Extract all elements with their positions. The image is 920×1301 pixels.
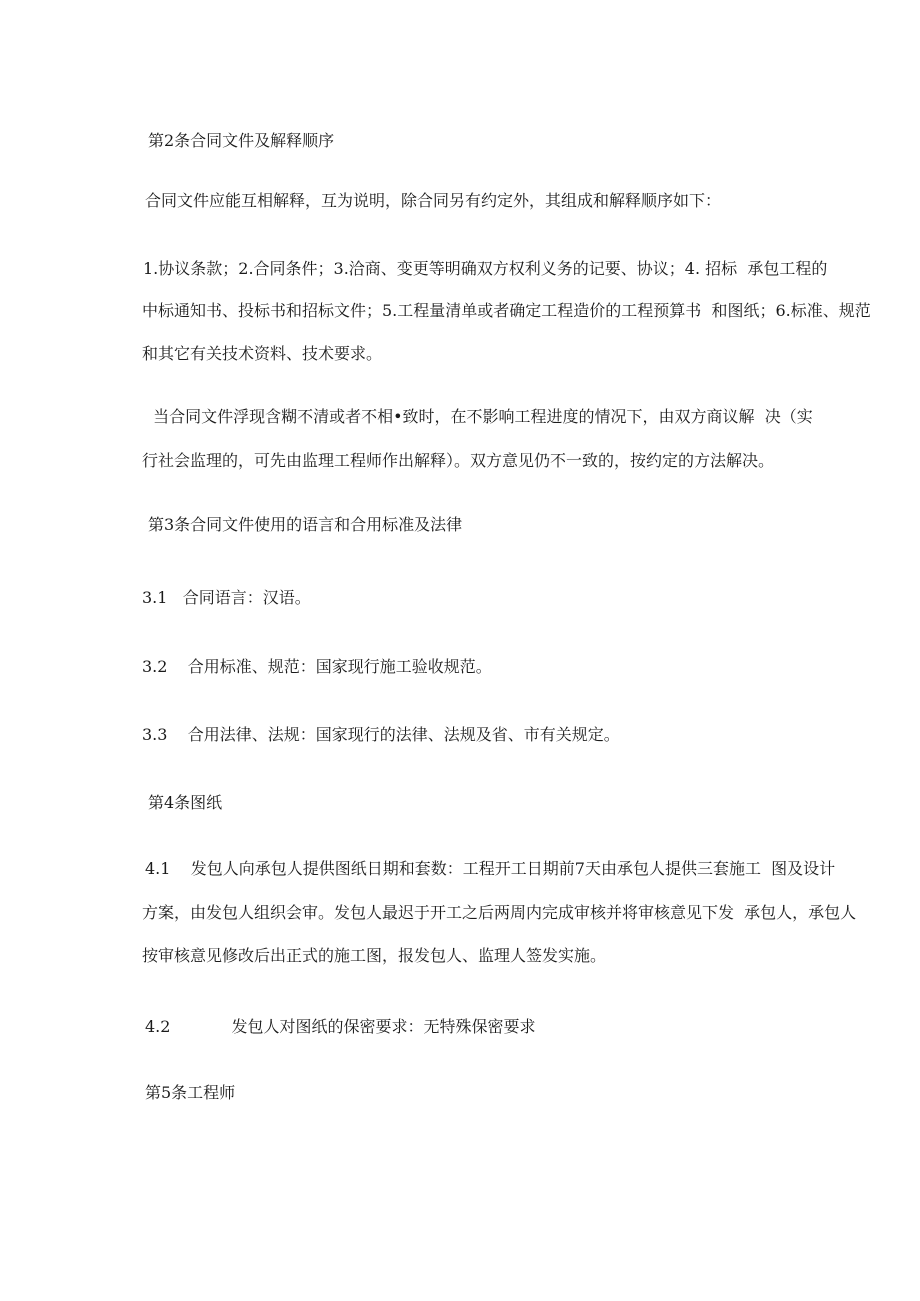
section3-item1: 3.1 合同语言：汉语。 — [142, 588, 311, 607]
section2-list-line3: 和其它有关技术资料、技术要求。 — [142, 344, 383, 363]
section2-note-line1: 当合同文件浮现含糊不清或者不相•致时，在不影响工程进度的情况下，由双方商议解 决（实 — [148, 407, 813, 426]
section3-item2: 3.2 合用标准、规范：国家现行施工验收规范。 — [142, 657, 492, 676]
section5-heading: 第5条工程师 — [145, 1083, 236, 1102]
section2-intro: 合同文件应能互相解释，互为说明，除合同另有约定外，其组成和解释顺序如下： — [145, 191, 722, 210]
section2-note-line2: 行社会监理的，可先由监理工程师作出解释）。双方意见仍不一致的，按约定的方法解决。 — [142, 451, 775, 470]
section2-heading: 第2条合同文件及解释顺序 — [148, 131, 335, 150]
section4-item2: 4.2 发包人对图纸的保密要求：无特殊保密要求 — [145, 1017, 536, 1036]
section2-list-line2: 中标通知书、投标书和招标文件；5.工程量清单或者确定工程造价的工程预算书 和图纸；6.标准、规范 — [142, 301, 871, 320]
section4-item1-line2: 方案，由发包人组织会审。发包人最迟于开工之后两周内完成审核并将审核意见下发 承包人，承包人 — [142, 903, 857, 922]
section4-heading: 第4条图纸 — [148, 793, 223, 812]
section3-item3: 3.3 合用法律、法规：国家现行的法律、法规及省、市有关规定。 — [142, 725, 620, 744]
section2-list-line1: 1.协议条款；2.合同条件；3.洽商、变更等明确双方权利义务的记要、协议；4. 招标 承包工程的 — [143, 259, 828, 278]
section4-item1-line1: 4.1 发包人向承包人提供图纸日期和套数：工程开工日期前7天由承包人提供三套施工 图及设计 — [145, 859, 836, 878]
section3-heading: 第3条合同文件使用的语言和合用标准及法律 — [148, 515, 463, 534]
section4-item1-line3: 按审核意见修改后出正式的施工图，报发包人、监理人签发实施。 — [142, 946, 607, 965]
